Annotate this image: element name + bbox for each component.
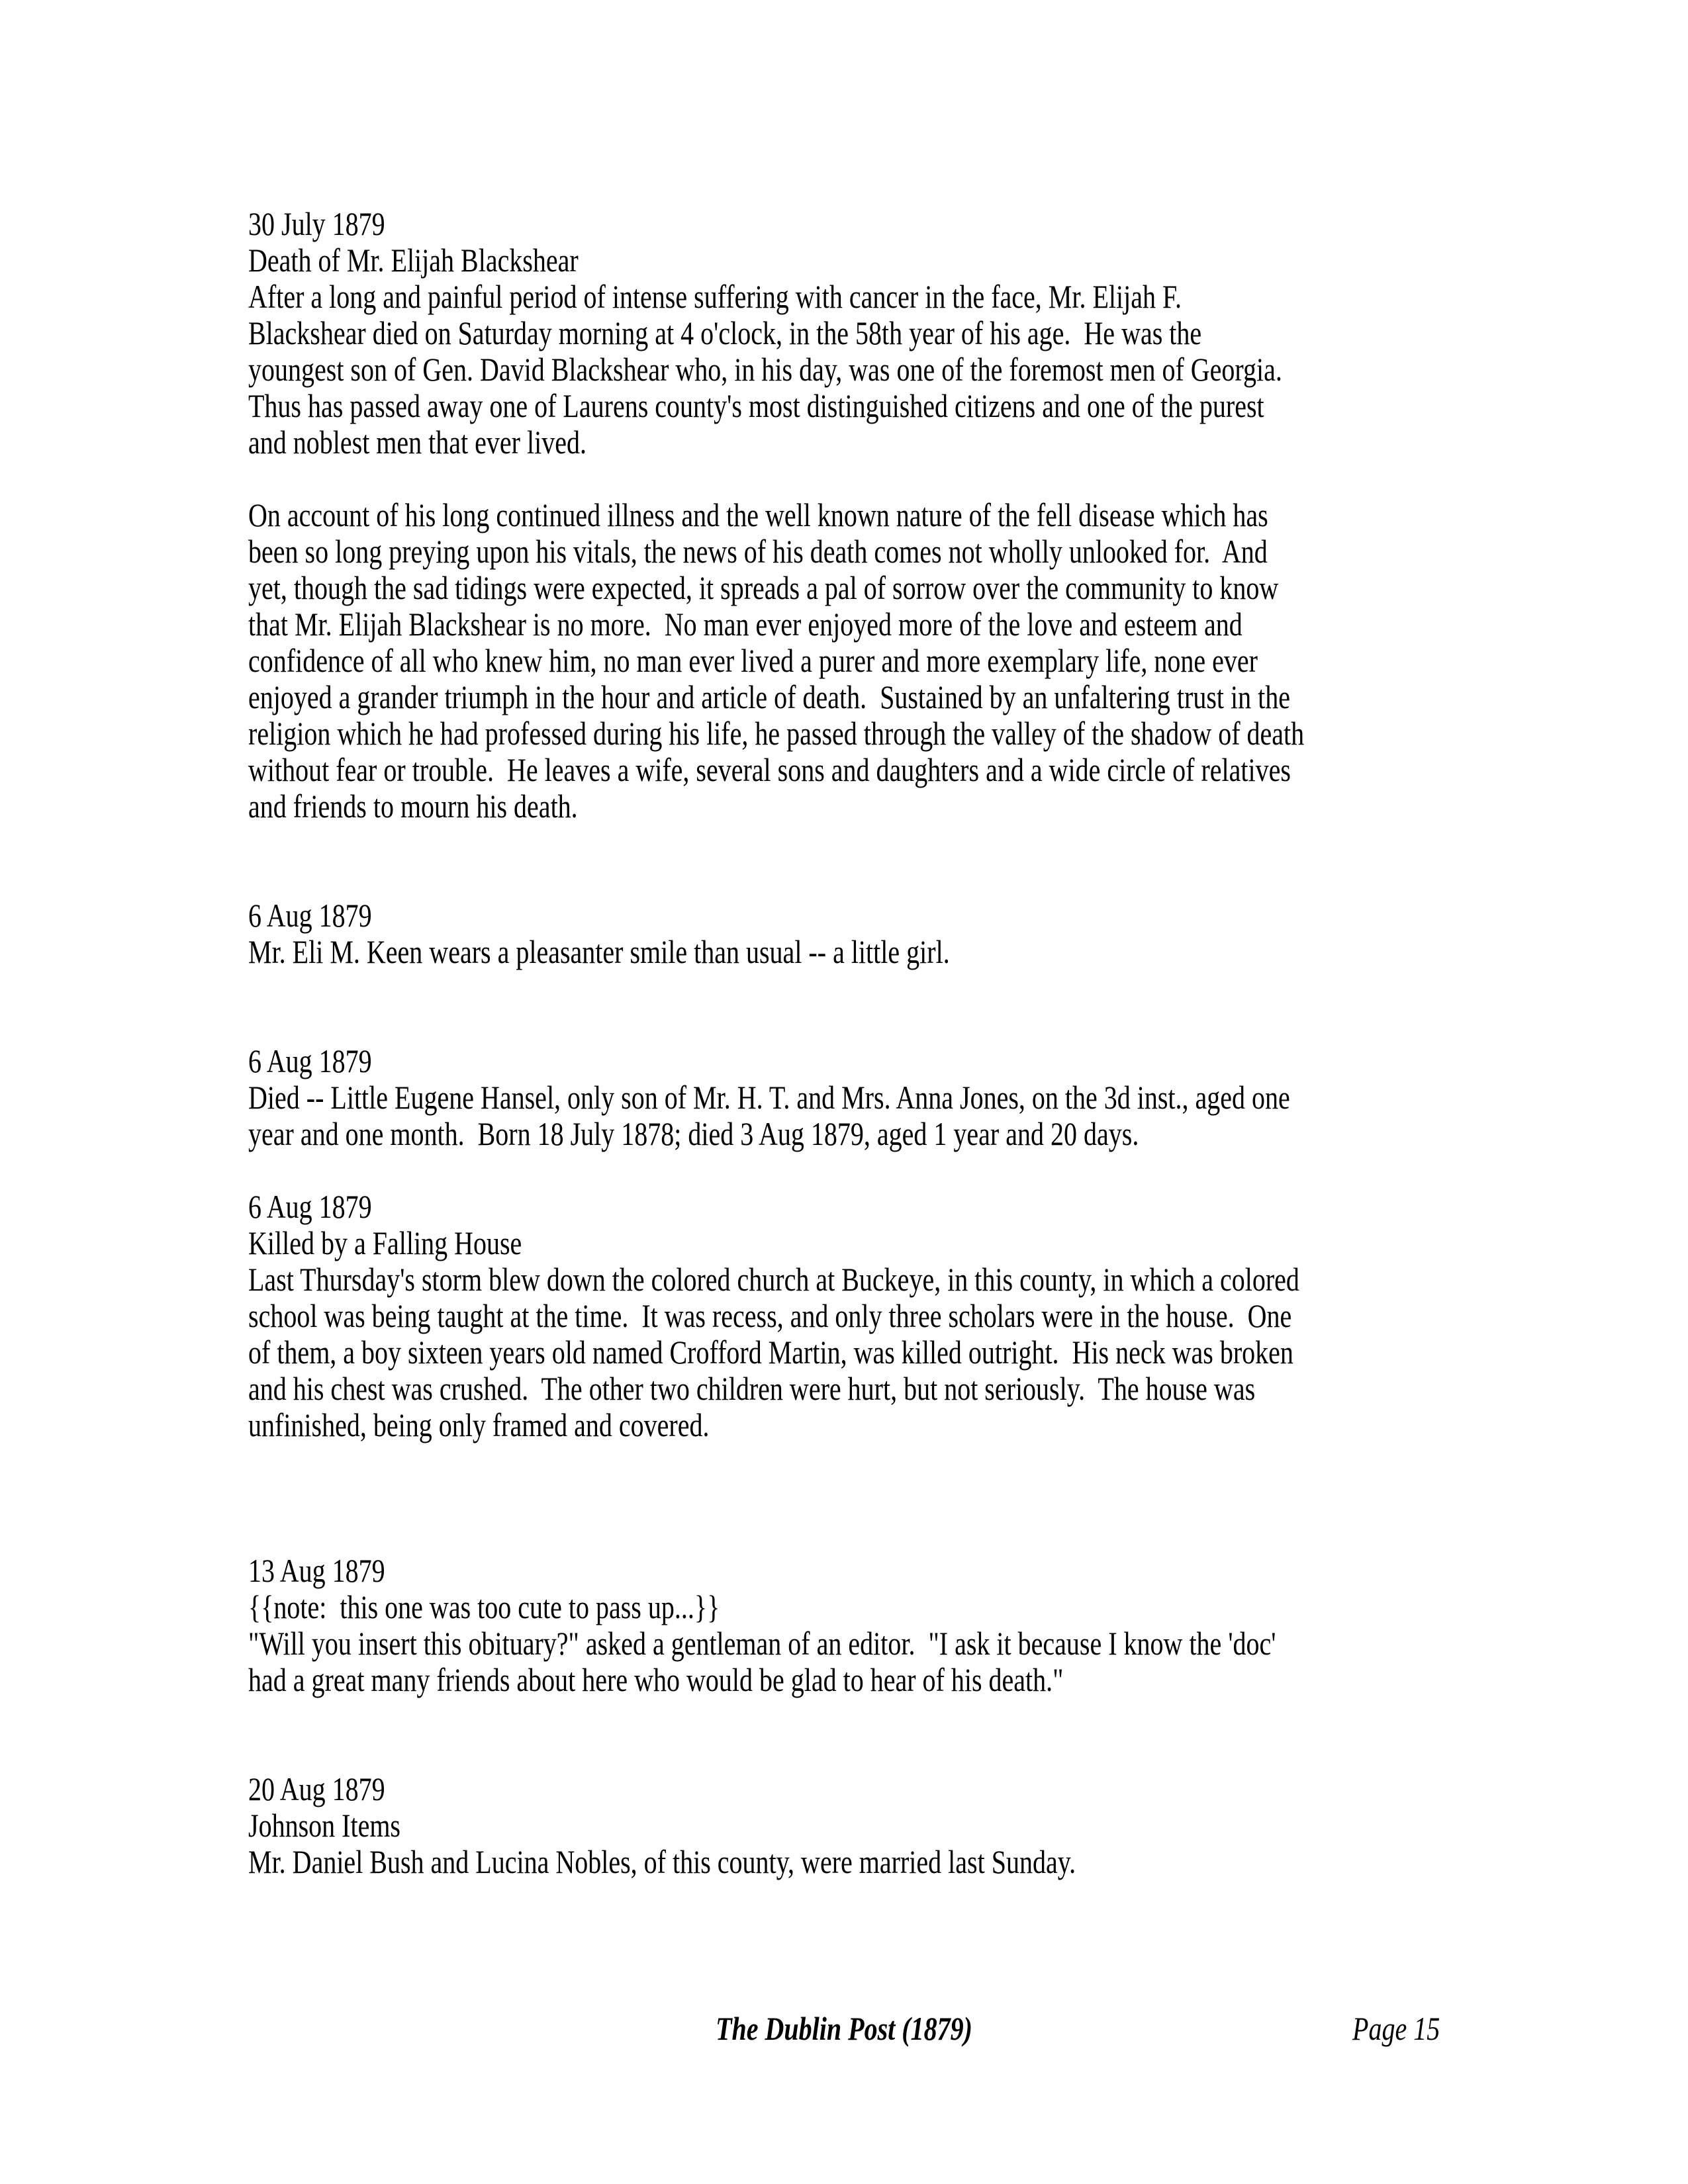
entry-text-line: On account of his long continued illness and the well known nature of the fell disease which has <box>248 496 1268 533</box>
entry-date: 6 Aug 1879 <box>248 897 372 934</box>
entry-date: 6 Aug 1879 <box>248 1188 372 1225</box>
entry-text-line: that Mr. Elijah Blackshear is no more. No man ever enjoyed more of the love and esteem and <box>248 606 1243 643</box>
spacer <box>248 1516 1440 1553</box>
entry-text-line: of them, a boy sixteen years old named Crofford Martin, was killed outright. His neck was broken <box>248 1334 1293 1371</box>
entry-text-line: year and one month. Born 18 July 1878; died 3 Aug 1879, aged 1 year and 20 days. <box>248 1115 1139 1152</box>
entry-text-line: school was being taught at the time. It was recess, and only three scholars were in the house. One <box>248 1297 1292 1334</box>
entry-date: 30 July 1879 <box>248 205 385 242</box>
transcriber-note: {{note: this one was too cute to pass up...}} <box>248 1588 720 1625</box>
entry-text-line: Mr. Daniel Bush and Lucina Nobles, of this county, were married last Sunday. <box>248 1843 1076 1880</box>
entry-text-line: unfinished, being only framed and covered. <box>248 1406 710 1443</box>
entry-text-line: Thus has passed away one of Laurens county's most distinguished citizens and one of the purest <box>248 387 1264 424</box>
entry-date: 6 Aug 1879 <box>248 1042 372 1079</box>
entry-text-line: After a long and painful period of intense suffering with cancer in the face, Mr. Elijah F. <box>248 278 1182 315</box>
entry-text-line: "Will you insert this obituary?" asked a gentleman of an editor. "I ask it because I know the 'doc' <box>248 1625 1276 1662</box>
document-body <box>248 206 1440 1880</box>
spacer <box>248 1698 1440 1735</box>
spacer <box>248 861 1440 897</box>
entry-title: Killed by a Falling House <box>248 1224 522 1261</box>
page-footer <box>248 2011 1440 2047</box>
entry-text-line: religion which he had professed during his life, he passed through the valley of the shadow of death <box>248 715 1305 752</box>
entry-text-line: Blackshear died on Saturday morning at 4 o'clock, in the 58th year of his age. He was the <box>248 314 1202 351</box>
entry-text-line: been so long preying upon his vitals, the news of his death comes not wholly unlooked for. And <box>248 533 1268 570</box>
entry-text-line: and his chest was crushed. The other two children were hurt, but not seriously. The house was <box>248 1370 1256 1407</box>
entry-text-line: Died -- Little Eugene Hansel, only son of Mr. H. T. and Mrs. Anna Jones, on the 3d inst., aged one <box>248 1079 1290 1116</box>
spacer <box>248 1152 1440 1189</box>
spacer <box>248 461 1440 497</box>
entry-date: 20 Aug 1879 <box>248 1770 385 1807</box>
spacer <box>248 970 1440 1007</box>
entry-text-line: youngest son of Gen. David Blackshear who, in his day, was one of the foremost men of Georgia. <box>248 351 1282 388</box>
entry-text-line: yet, though the sad tidings were expected, it spreads a pal of sorrow over the community to know <box>248 569 1279 606</box>
spacer <box>248 825 1440 861</box>
spacer <box>248 1007 1440 1043</box>
spacer <box>248 1443 1440 1480</box>
spacer <box>248 1735 1440 1771</box>
entry-text-line: Last Thursday's storm blew down the colored church at Buckeye, in this county, in which a colored <box>248 1261 1299 1298</box>
entry-text-line: and noblest men that ever lived. <box>248 424 586 461</box>
spacer <box>248 1480 1440 1516</box>
entry-title: Johnson Items <box>248 1807 400 1844</box>
entry-text-line: without fear or trouble. He leaves a wife, several sons and daughters and a wide circle of relatives <box>248 751 1291 788</box>
entry-text-line: had a great many friends about here who would be glad to hear of his death." <box>248 1661 1064 1698</box>
entry-text-line: and friends to mourn his death. <box>248 788 578 825</box>
footer-page-number: Page 15 <box>1352 2010 1440 2047</box>
footer-source-title: The Dublin Post (1879) <box>716 2010 972 2047</box>
entry-text-line: Mr. Eli M. Keen wears a pleasanter smile than usual -- a little girl. <box>248 933 950 970</box>
entry-title: Death of Mr. Elijah Blackshear <box>248 242 579 279</box>
entry-date: 13 Aug 1879 <box>248 1552 385 1589</box>
entry-text-line: confidence of all who knew him, no man ever lived a purer and more exemplary life, none ever <box>248 642 1258 679</box>
entry-text-line: enjoyed a grander triumph in the hour and article of death. Sustained by an unfaltering trust in the <box>248 678 1290 715</box>
